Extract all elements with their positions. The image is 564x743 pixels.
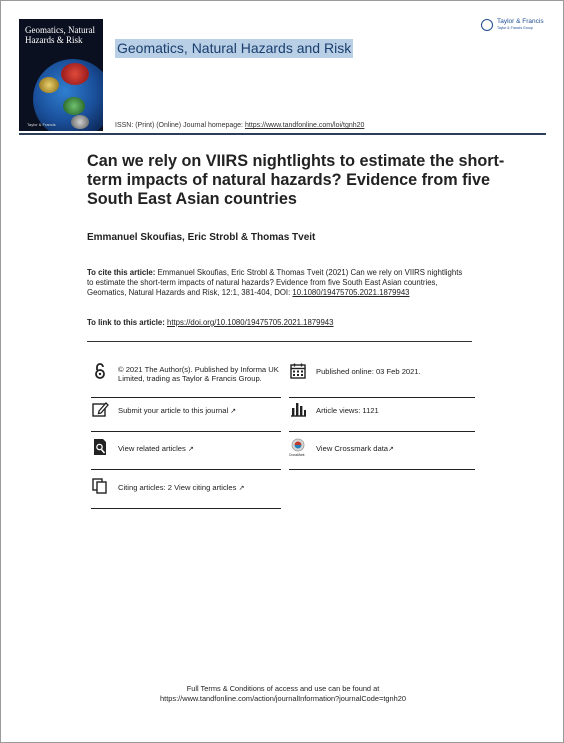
taylor-francis-logo — [481, 18, 551, 36]
views-count: Article views: 1121 — [316, 406, 379, 415]
tf-logo-icon — [481, 19, 493, 31]
crossmark-link[interactable] — [289, 438, 475, 470]
edit-icon — [91, 400, 109, 418]
cite-doi-link[interactable]: 10.1080/19475705.2021.1879943 — [292, 288, 410, 297]
related-articles-link[interactable] — [91, 438, 281, 470]
open-access-info — [91, 362, 281, 398]
cell-divider — [289, 469, 475, 470]
article-link-line — [87, 318, 333, 327]
crossmark-link-text: View Crossmark data — [316, 444, 389, 453]
external-link-icon: ↗ — [230, 408, 237, 415]
related-link-text: View related articles — [118, 444, 186, 453]
issn-line — [115, 122, 364, 129]
cover-inset-image — [61, 63, 89, 85]
cell-divider — [91, 431, 281, 432]
issn-text: ISSN: (Print) (Online) Journal homepage: — [115, 122, 245, 129]
citation-block — [87, 268, 467, 298]
submit-article-link[interactable] — [91, 400, 281, 432]
info-divider — [87, 341, 472, 342]
journal-cover-image — [19, 19, 103, 131]
published-date: Published online: 03 Feb 2021. — [316, 367, 421, 376]
cite-text: Emmanuel Skoufias, Eric Strobl & Thomas Tveit (2021) Can we rely on VIIRS nightlights to estimate the short-term impacts of natural hazards? Evidence from five South East Asian countries, Geomatics, Natural Hazards and Risk, 12:1, 381-404, DOI: — [87, 268, 463, 297]
crossmark-logo-text: CrossMark — [289, 453, 305, 457]
article-authors: Emmanuel Skoufias, Eric Strobl & Thomas Tveit — [87, 232, 316, 243]
cell-divider — [289, 431, 475, 432]
tf-logo-subtitle: Taylor & Francis Group — [497, 26, 533, 30]
article-title: Can we rely on VIIRS nightlights to estimate the short-term impacts of natural hazards? Evidence from five South East Asian countries — [87, 152, 505, 208]
citing-link-text: Citing articles: 2 View citing articles — [118, 483, 237, 492]
external-link-icon: ↗ — [187, 446, 194, 453]
citing-link-row — [118, 483, 244, 493]
open-access-icon — [91, 362, 109, 380]
header-divider — [19, 133, 546, 135]
published-info — [289, 362, 475, 398]
footer-terms-link[interactable]: https://www.tandfonline.com/action/journalInformation?journalCode=tgnh20 — [160, 694, 406, 703]
cell-divider — [91, 397, 281, 398]
cover-title: Geomatics, Natural Hazards & Risk — [25, 25, 95, 45]
related-link-row — [118, 444, 194, 454]
crossmark-link-row — [316, 444, 394, 454]
magnifier-document-icon — [91, 438, 109, 456]
terms-footer — [61, 684, 505, 704]
article-doi-link[interactable]: https://doi.org/10.1080/19475705.2021.1879943 — [167, 318, 334, 327]
submit-link-row — [118, 406, 236, 416]
cell-divider — [91, 508, 281, 509]
article-views — [289, 400, 475, 432]
footer-line-1: Full Terms & Conditions of access and use can be found at — [186, 684, 380, 693]
external-link-icon: ↗ — [388, 446, 394, 453]
cover-inset-image — [39, 77, 59, 93]
link-label: To link to this article: — [87, 318, 167, 327]
external-link-icon: ↗ — [238, 485, 245, 492]
journal-title: Geomatics, Natural Hazards and Risk — [117, 40, 352, 56]
cover-inset-image — [63, 97, 85, 115]
submit-link-text: Submit your article to this journal — [118, 406, 229, 415]
cell-divider — [91, 469, 281, 470]
copy-documents-icon — [91, 477, 109, 495]
cite-label: To cite this article: — [87, 268, 156, 277]
tf-logo-name: Taylor & Francis — [497, 18, 544, 25]
calendar-icon — [289, 362, 307, 380]
cover-inset-image — [71, 115, 89, 129]
cell-divider — [289, 397, 475, 398]
bar-chart-icon — [289, 400, 307, 418]
cover-publisher: Taylor & Francis — [27, 122, 56, 127]
citing-articles-link[interactable] — [91, 477, 281, 509]
journal-homepage-link[interactable]: https://www.tandfonline.com/loi/tgnh20 — [244, 122, 365, 129]
license-text: © 2021 The Author(s). Published by Informa UK Limited, trading as Taylor & Francis Group. — [118, 365, 279, 383]
